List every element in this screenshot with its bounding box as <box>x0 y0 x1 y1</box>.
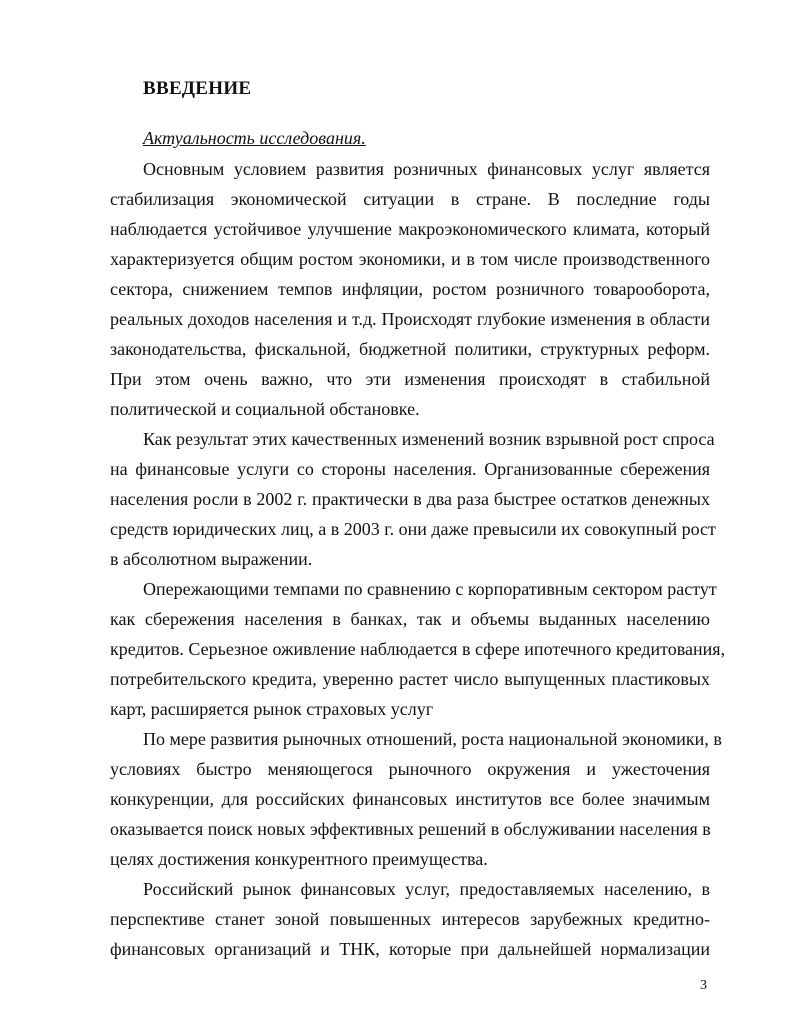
text-line: Российский рынок финансовых услуг, предоставляемых населению, в <box>143 879 710 899</box>
text-line: финансовых организаций и ТНК, которые при дальнейшей нормализации <box>110 939 710 959</box>
section-heading: ВВЕДЕНИЕ <box>143 78 252 99</box>
text-line: оказывается поиск новых эффективных решений в обслуживании населения в <box>110 819 711 839</box>
text-line: Как результат этих качественных изменений возник взрывной рост спроса <box>143 429 715 449</box>
text-line: Основным условием развития розничных финансовых услуг является <box>143 159 710 179</box>
subsection-heading: Актуальность исследования. <box>143 128 366 148</box>
text-line: конкуренции, для российских финансовых институтов все более значимым <box>110 789 710 809</box>
text-line: потребительского кредита, уверенно растет число выпущенных пластиковых <box>110 669 710 689</box>
text-line: средств юридических лиц, а в 2003 г. они даже превысили их совокупный рост <box>110 519 716 539</box>
text-line: наблюдается устойчивое улучшение макроэкономического климата, который <box>110 219 710 239</box>
text-line: При этом очень важно, что эти изменения происходят в стабильной <box>110 369 710 389</box>
text-line: на финансовые услуги со стороны населения. Организованные сбережения <box>110 459 710 479</box>
text-line: По мере развития рыночных отношений, роста национальной экономики, в <box>143 729 722 749</box>
text-line: населения росли в 2002 г. практически в два раза быстрее остатков денежных <box>110 489 710 509</box>
text-line: законодательства, фискальной, бюджетной политики, структурных реформ. <box>110 339 710 359</box>
text-line: стабилизация экономической ситуации в стране. В последние годы <box>110 189 710 209</box>
text-line: целях достижения конкурентного преимущества. <box>110 849 488 869</box>
text-line: реальных доходов населения и т.д. Происходят глубокие изменения в области <box>110 309 710 329</box>
text-line: условиях быстро меняющегося рыночного окружения и ужесточения <box>110 759 710 779</box>
text-line: сектора, снижением темпов инфляции, ростом розничного товарооборота, <box>110 279 710 299</box>
text-line: как сбережения населения в банках, так и объемы выданных населению <box>110 609 710 629</box>
text-line: карт, расширяется рынок страховых услуг <box>110 699 434 719</box>
text-line: кредитов. Серьезное оживление наблюдается в сфере ипотечного кредитования, <box>110 639 726 659</box>
text-line: в абсолютном выражении. <box>110 549 313 569</box>
text-line: Опережающими темпами по сравнению с корпоративным сектором растут <box>143 579 717 599</box>
text-line: политической и социальной обстановке. <box>110 399 420 419</box>
page-number: 3 <box>700 978 707 993</box>
text-line: перспективе станет зоной повышенных интересов зарубежных кредитно- <box>110 909 710 929</box>
text-line: характеризуется общим ростом экономики, и в том числе производственного <box>110 249 710 269</box>
